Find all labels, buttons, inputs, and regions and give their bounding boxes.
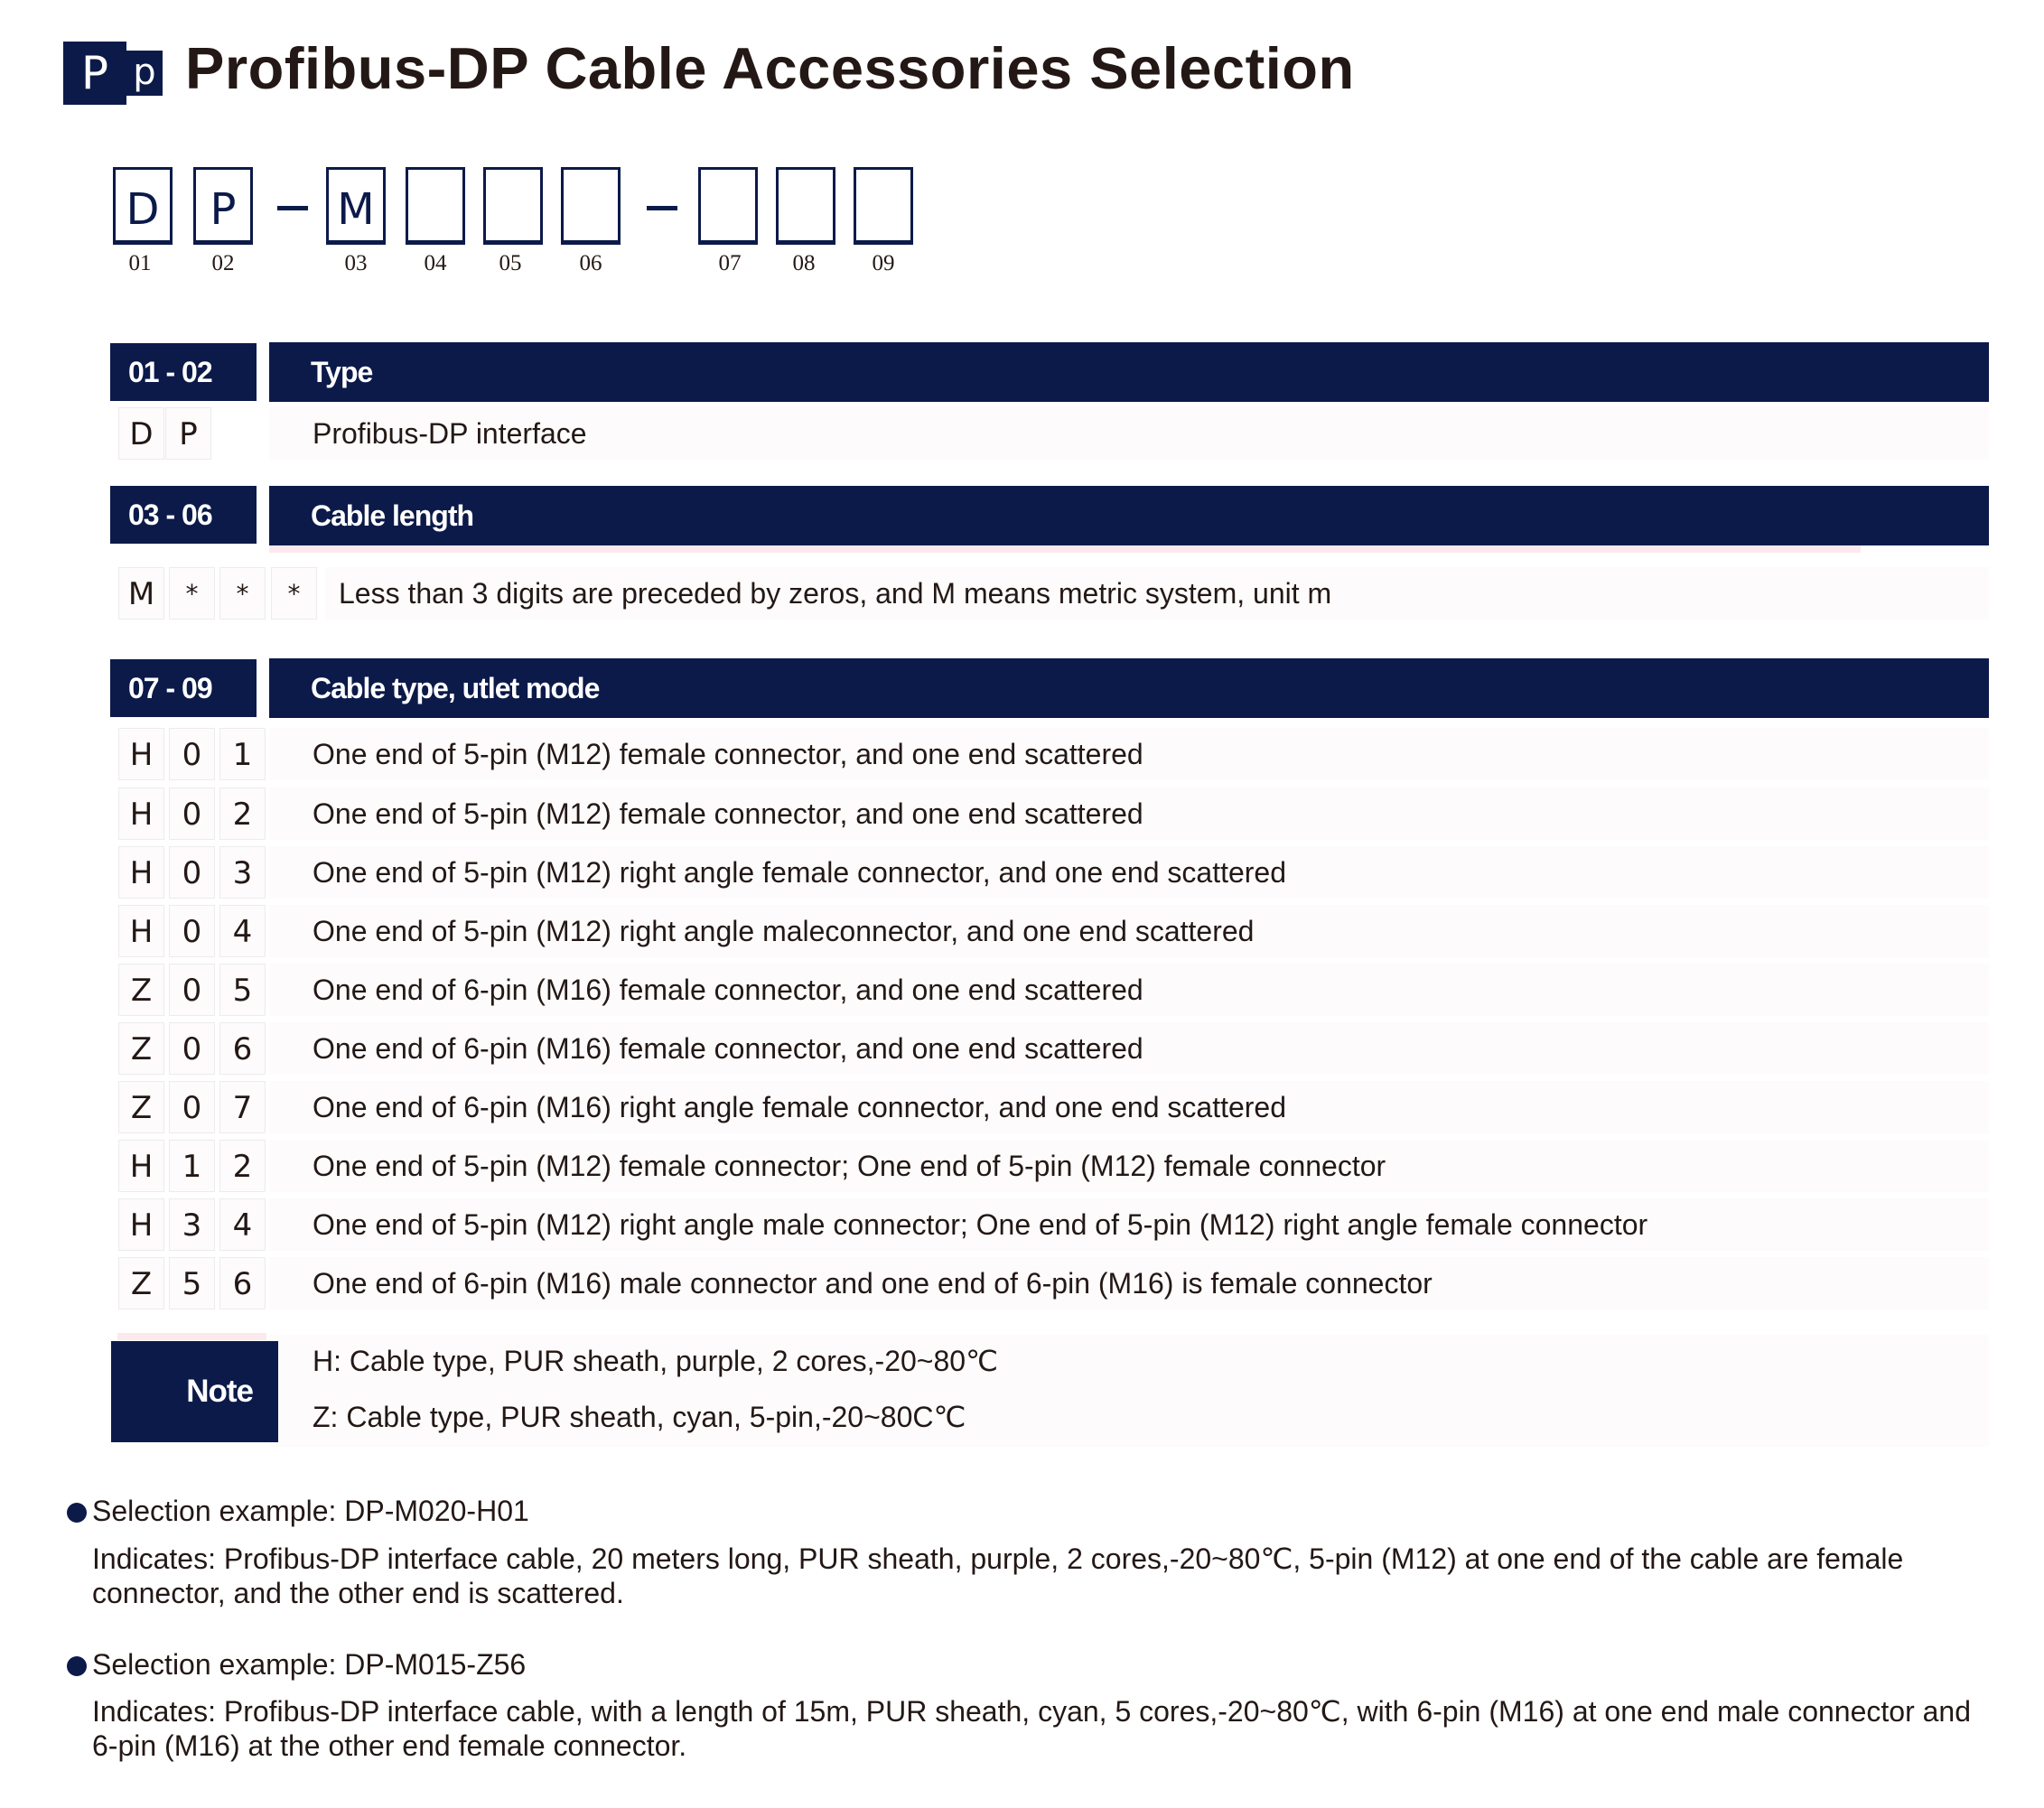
code-cell: 2 <box>219 788 266 840</box>
code-cell: 2 <box>219 1140 266 1192</box>
code-cell: H <box>118 846 164 899</box>
code-cell: 1 <box>219 728 266 780</box>
code-cell: H <box>118 1140 164 1192</box>
type-description: Profibus-DP interface <box>313 417 587 450</box>
type-cell: D <box>118 407 164 460</box>
code-box-03: M <box>326 167 386 245</box>
code-box-02: P <box>193 167 253 245</box>
section-title-type: Type <box>269 342 1989 402</box>
length-cell: * <box>169 567 215 620</box>
code-cell: 6 <box>219 1022 266 1075</box>
logo-letter-small: p <box>126 51 163 96</box>
code-cell: 0 <box>169 964 215 1016</box>
bullet-icon <box>67 1656 87 1676</box>
row-description: One end of 5-pin (M12) female connector, and one end scattered <box>313 797 1143 830</box>
code-cell: 1 <box>169 1140 215 1192</box>
code-number: 06 <box>579 251 602 275</box>
code-box-07 <box>698 167 758 245</box>
code-cell: Z <box>118 1081 164 1133</box>
code-cell: 5 <box>219 964 266 1016</box>
row-description: One end of 6-pin (M16) right angle female connector, and one end scattered <box>313 1091 1287 1123</box>
code-cell: Z <box>118 1022 164 1075</box>
section-code-cable-type: 07 - 09 <box>110 659 257 717</box>
code-cell: H <box>118 728 164 780</box>
section-code-length: 03 - 06 <box>110 486 257 544</box>
code-number: 09 <box>872 251 895 275</box>
code-dash <box>277 206 308 210</box>
length-cell: * <box>219 567 266 620</box>
code-cell: 7 <box>219 1081 266 1133</box>
logo-letter-big: P <box>63 42 126 105</box>
code-cell: Z <box>118 1257 164 1309</box>
code-cell: H <box>118 905 164 957</box>
code-number: 03 <box>344 251 368 275</box>
code-box-05 <box>483 167 543 245</box>
divider <box>269 545 1861 553</box>
code-cell: 0 <box>169 905 215 957</box>
section-title-length: Cable length <box>269 486 1989 545</box>
brand-logo <box>63 42 163 105</box>
code-box-06 <box>561 167 621 245</box>
row-description: One end of 5-pin (M12) right angle female connector, and one end scattered <box>313 856 1287 889</box>
code-number: 08 <box>792 251 816 275</box>
code-number: 02 <box>211 251 235 275</box>
code-cell: 0 <box>169 1081 215 1133</box>
page-title: Profibus-DP Cable Accessories Selection <box>185 35 1355 101</box>
row-description: One end of 6-pin (M16) female connector, and one end scattered <box>313 974 1143 1006</box>
code-dash <box>647 206 677 210</box>
divider <box>117 1333 266 1340</box>
code-cell: 0 <box>169 788 215 840</box>
example-body: Indicates: Profibus-DP interface cable, with a length of 15m, PUR sheath, cyan, 5 cores,-20~80℃, with 6-pin (M16) at one end male connector and 6-pin (M16) at the other end female connector. <box>92 1695 1972 1762</box>
length-description: Less than 3 digits are preceded by zeros, and M means metric system, unit m <box>339 577 1332 610</box>
code-cell: 4 <box>219 1198 266 1251</box>
row-description: One end of 5-pin (M12) female connector, and one end scattered <box>313 738 1143 770</box>
code-number: 07 <box>718 251 742 275</box>
code-cell: 6 <box>219 1257 266 1309</box>
note-line-h: H: Cable type, PUR sheath, purple, 2 cores,-20~80℃ <box>313 1345 998 1377</box>
length-cell: * <box>271 567 317 620</box>
code-cell: 3 <box>219 846 266 899</box>
code-cell: 5 <box>169 1257 215 1309</box>
code-cell: 3 <box>169 1198 215 1251</box>
code-number: 05 <box>499 251 522 275</box>
row-description: One end of 5-pin (M12) right angle maleconnector, and one end scattered <box>313 915 1255 947</box>
code-cell: 0 <box>169 1022 215 1075</box>
code-box-08 <box>776 167 835 245</box>
code-number: 01 <box>128 251 152 275</box>
row-description: One end of 6-pin (M16) female connector, and one end scattered <box>313 1032 1143 1065</box>
type-cell: P <box>165 407 211 460</box>
code-box-01: D <box>113 167 173 245</box>
bullet-icon <box>67 1503 87 1523</box>
code-cell: 4 <box>219 905 266 957</box>
length-cell: M <box>118 567 164 620</box>
row-description: One end of 6-pin (M16) male connector and one end of 6-pin (M16) is female connector <box>313 1267 1433 1300</box>
code-cell: Z <box>118 964 164 1016</box>
code-box-09 <box>854 167 913 245</box>
example-heading: Selection example: DP-M015-Z56 <box>92 1648 527 1681</box>
code-box-04 <box>406 167 465 245</box>
note-label: Note <box>111 1341 278 1442</box>
code-number: 04 <box>424 251 447 275</box>
note-line-z: Z: Cable type, PUR sheath, cyan, 5-pin,-20~80C℃ <box>313 1401 966 1433</box>
code-cell: 0 <box>169 728 215 780</box>
row-description: One end of 5-pin (M12) female connector; One end of 5-pin (M12) female connector <box>313 1150 1386 1182</box>
example-body: Indicates: Profibus-DP interface cable, 20 meters long, PUR sheath, purple, 2 cores,-20~80℃, 5-pin (M12) at one end of the cable are female connector, and the other end is scattered. <box>92 1542 1904 1609</box>
code-cell: H <box>118 788 164 840</box>
section-code-type: 01 - 02 <box>110 343 257 401</box>
example-heading: Selection example: DP-M020-H01 <box>92 1495 529 1527</box>
code-cell: 0 <box>169 846 215 899</box>
row-description: One end of 5-pin (M12) right angle male connector; One end of 5-pin (M12) right angle female connector <box>313 1208 1648 1241</box>
section-title-cable-type: Cable type, utlet mode <box>269 658 1989 718</box>
code-cell: H <box>118 1198 164 1251</box>
